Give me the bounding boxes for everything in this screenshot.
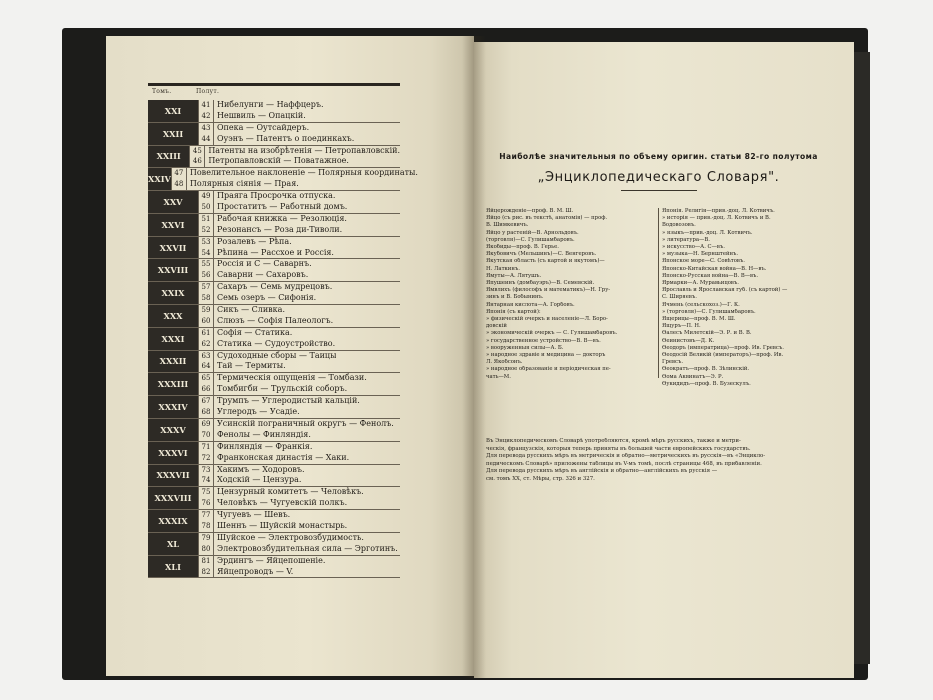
half-volume-number: 81 xyxy=(198,556,214,567)
table-row xyxy=(198,305,400,316)
table-row xyxy=(198,419,400,430)
volume-group xyxy=(148,373,400,396)
table-row xyxy=(198,123,400,134)
entry-range: Опека — Оутсайдеръ. xyxy=(217,122,310,132)
article-entry: Японiя. Религiя—прив.-доц. Л. Котвичъ. xyxy=(662,208,775,214)
volume-group xyxy=(148,168,418,191)
entry-range: Ходскiй — Цензура. xyxy=(217,475,302,485)
volume-group xyxy=(148,396,400,419)
title-rule xyxy=(621,190,697,191)
article-entry: чать—М. xyxy=(486,373,511,380)
article-entry: » искусство—А. С—въ. xyxy=(662,244,725,251)
entry-range: Саварни — Сахаровъ. xyxy=(217,270,309,280)
half-volume-number: 46 xyxy=(189,156,205,167)
half-volume-number: 54 xyxy=(198,248,214,259)
volume-number: XXXV xyxy=(148,419,198,441)
article-entry: Ячмень (сельскохоз.)—Г. К. xyxy=(662,301,740,308)
entry-range: Углеродъ — Усадiе. xyxy=(217,407,300,417)
volume-number: XXXI xyxy=(148,328,198,350)
volume-number: XXV xyxy=(148,191,198,213)
volume-group xyxy=(148,259,400,282)
volume-number: XLI xyxy=(148,556,198,578)
half-volume-number: 75 xyxy=(198,487,214,498)
article-entry: » языкъ—прив.-доц. Л. Котвичъ. xyxy=(662,229,753,236)
volume-group xyxy=(148,282,400,305)
half-volume-number: 48 xyxy=(171,179,187,190)
article-entry: Н. Латкинъ. xyxy=(486,265,520,272)
volume-group xyxy=(148,351,400,374)
table-row xyxy=(198,453,400,464)
entry-range: Фенолы — Финляндiя. xyxy=(217,429,311,439)
volume-number: XXXII xyxy=(148,351,198,373)
article-entry: Ѳеинистовъ—Д. К. xyxy=(662,337,715,344)
article-entry: Ѳеодоръ (императрица)—проф. Ив. Гревсъ. xyxy=(662,344,784,351)
column-divider xyxy=(658,208,659,378)
paragraph-line: Для перевода русскихъ мѣръ въ англiйскiя и обратно—англiйскихъ въ русскiя — xyxy=(486,468,718,475)
article-entry: Ярославль и Ярославская губ. (съ картой) — xyxy=(662,287,788,294)
article-entry: » экономическiй очеркъ — С. Гулишамбаровъ. xyxy=(486,330,618,337)
half-volume-number: 51 xyxy=(198,214,214,225)
article-entry: » исторiя — прив.-доц. Л. Котвичъ и В. xyxy=(662,215,771,222)
volume-number: XXX xyxy=(148,305,198,327)
entry-range: Электровозбудительная сила — Эрготинъ. xyxy=(217,543,398,553)
table-row xyxy=(198,510,400,521)
volume-number: XXXVIII xyxy=(148,487,198,509)
article-entry: Японское море—С. Совѣтовъ. xyxy=(662,258,745,265)
table-row xyxy=(198,100,400,111)
article-entry: Яйцо у растенiй—В. Арнольдовъ. xyxy=(486,229,579,236)
article-entry: довскiй xyxy=(486,323,507,330)
half-volume-number: 41 xyxy=(198,100,214,111)
table-row xyxy=(198,544,400,555)
entry-range: Статика — Судоустройство. xyxy=(217,338,336,348)
volume-group xyxy=(148,556,400,579)
table-row xyxy=(198,465,400,476)
volume-number: XXXIX xyxy=(148,510,198,532)
entry-range: Тай — Термиты. xyxy=(217,361,286,371)
paragraph-line: Въ Энциклопедическомъ Словарѣ употребляются, кромѣ мѣръ русскихъ, также и метри- xyxy=(486,438,741,444)
table-row xyxy=(189,156,400,167)
volume-number: XXXVI xyxy=(148,442,198,464)
half-volume-number: 69 xyxy=(198,419,214,430)
volume-group xyxy=(148,487,400,510)
article-entry: Янтарная кислота—А. Горбовъ. xyxy=(486,301,575,308)
entry-range: Праяга Просрочка отпуска. xyxy=(217,191,336,201)
table-row xyxy=(198,351,400,362)
article-entry: С. Ширяевъ. xyxy=(662,294,697,301)
half-volume-number: 72 xyxy=(198,453,214,464)
paragraph-line: педическомъ Словарѣ» приложены таблицы въ V-мъ томѣ, послѣ страницы 468, въ прибавленiи. xyxy=(486,460,762,467)
half-volume-number: 45 xyxy=(189,146,205,157)
entry-range: Петропавловскiй — Поватажное. xyxy=(208,156,349,166)
half-volume-number: 49 xyxy=(198,191,214,202)
table-row xyxy=(198,442,400,453)
entry-range: Сикъ — Сливка. xyxy=(217,305,285,315)
table-row xyxy=(198,270,400,281)
table-row xyxy=(198,533,400,544)
article-entry: » физическiй очеркъ и населенiе—Л. Боро- xyxy=(486,316,608,323)
paragraph-line: см. томъ XX, ст. Мѣры, стр. 326 и 327. xyxy=(486,475,595,482)
volume-group xyxy=(148,510,400,533)
entry-range: Термическiя ощущенiя — Томбази. xyxy=(217,373,367,383)
volume-index-table xyxy=(148,100,418,578)
article-entry: Япушеинъ (домбауэръ)—В. Семевскiй. xyxy=(486,280,595,287)
half-volume-number: 59 xyxy=(198,305,214,316)
article-entry: Водовозовъ. xyxy=(662,222,696,229)
table-row xyxy=(171,168,418,179)
article-entry: Яйцерожденiе—проф. В. М. Ш. xyxy=(486,208,574,214)
volume-group xyxy=(148,214,400,237)
entry-range: Трумпъ — Углеродистый кальцiй. xyxy=(217,396,360,406)
volume-number: XXIII xyxy=(148,146,189,168)
entry-range: Шуйское — Электровозбудимость. xyxy=(217,532,364,542)
table-row xyxy=(198,384,400,395)
entry-range: Человѣкъ — Чугуевскiй полкъ. xyxy=(217,498,348,508)
half-volume-number: 79 xyxy=(198,533,214,544)
article-entry: » литература—В. xyxy=(662,236,710,243)
entry-range: Россiя и С — Саварнъ. xyxy=(217,259,312,269)
entry-range: Усинскiй пограничный округъ — Фенолъ. xyxy=(217,418,394,428)
table-row xyxy=(198,396,400,407)
article-entry: Ящерицы—проф. В. М. Ш. xyxy=(662,316,736,323)
article-entry: Ѳалесъ Милетскiй—Э. Р. и В. В. xyxy=(662,330,752,337)
table-row xyxy=(198,134,400,145)
article-entry: Л. Якобсонъ. xyxy=(486,359,523,366)
half-volume-number: 64 xyxy=(198,361,214,372)
book-gutter xyxy=(462,36,486,678)
table-row xyxy=(171,179,418,190)
volume-number: XXVI xyxy=(148,214,198,236)
half-volume-number: 52 xyxy=(198,225,214,236)
entry-range: Розалевъ — Рѣпа. xyxy=(217,236,292,246)
articles-column-right xyxy=(662,208,832,388)
table-row xyxy=(198,293,400,304)
half-volume-number: 53 xyxy=(198,237,214,248)
table-row xyxy=(198,430,400,441)
article-entry: Яйцо (съ рис. въ текстѣ, анатомiя) — проф. xyxy=(486,215,608,222)
entry-range: Софiя — Статика. xyxy=(217,327,293,337)
encyclopedia-title: „Энциклопедическаго Словаря". xyxy=(537,170,780,185)
article-entry: » народное здравiе и медицина — докторъ xyxy=(486,352,606,359)
entry-range: Цензурный комитетъ — Человѣкъ. xyxy=(217,487,364,497)
volume-number: XXXIV xyxy=(148,396,198,418)
table-row xyxy=(198,373,400,384)
half-volume-number: 71 xyxy=(198,442,214,453)
half-volume-number: 43 xyxy=(198,123,214,134)
article-entry: » народное образованiе и перiодическая пе- xyxy=(486,366,611,373)
entry-range: Слюзъ — Софiя Палеологъ. xyxy=(217,315,334,325)
entry-range: Рѣпина — Рассхое и Россiя. xyxy=(217,247,334,257)
volume-number: XXIX xyxy=(148,282,198,304)
half-volume-number: 77 xyxy=(198,510,214,521)
volume-group xyxy=(148,305,400,328)
half-volume-number: 82 xyxy=(198,567,214,578)
article-entry: » (торговля)—С. Гулишамбаровъ. xyxy=(662,308,756,315)
volume-group xyxy=(148,191,400,214)
volume-number: XXII xyxy=(148,123,198,145)
entry-range: Эрдингъ — Яйцепошенiе. xyxy=(217,555,326,565)
entry-range: Сахаръ — Семь мудрецовъ. xyxy=(217,282,333,292)
entry-range: Франконская династiя — Хаки. xyxy=(217,452,350,462)
half-volume-number: 47 xyxy=(171,168,187,179)
table-row xyxy=(198,248,400,259)
entry-range: Патенты на изобрѣтенiя — Петропавловскiй. xyxy=(208,145,400,155)
entry-range: Простатитъ — Работный домъ. xyxy=(217,202,348,212)
table-row xyxy=(198,282,400,293)
articles-column-left xyxy=(486,208,656,381)
volume-number: XXXVII xyxy=(148,465,198,487)
volume-number: XXVIII xyxy=(148,259,198,281)
entry-range: Полярныя сiянiя — Прая. xyxy=(189,179,299,189)
entry-range: Хакимъ — Ходоровъ. xyxy=(217,464,305,474)
volume-number: XXI xyxy=(148,100,198,122)
article-entry: Якобиды—проф. В. Герье. xyxy=(486,244,559,251)
half-volume-number: 67 xyxy=(198,396,214,407)
article-entry: Якутская область (съ картой и якутомъ)— xyxy=(486,258,605,265)
article-entry: » вооруженныя силы—А. Б. xyxy=(486,344,564,351)
volume-number: XXXIII xyxy=(148,373,198,395)
entry-range: Семь озеръ — Сифонiя. xyxy=(217,293,317,303)
entry-range: Рабочая книжка — Резолюцiя. xyxy=(217,213,347,223)
entry-range: Нибелунги — Наффцеръ. xyxy=(217,100,324,109)
table-row xyxy=(198,361,400,372)
table-row xyxy=(198,111,400,122)
table-row xyxy=(198,259,400,270)
entry-range: Нешвиль — Опацкiй. xyxy=(217,110,306,120)
table-row xyxy=(198,521,400,532)
half-volume-number: 80 xyxy=(198,544,214,555)
half-volume-number: 62 xyxy=(198,339,214,350)
entry-range: Повелительное наклоненiе — Полярныя координаты. xyxy=(189,168,418,178)
half-volume-number: 61 xyxy=(198,328,214,339)
table-row xyxy=(198,567,400,578)
table-row xyxy=(198,202,400,213)
table-row xyxy=(198,191,400,202)
half-volume-number: 63 xyxy=(198,351,214,362)
article-entry: Ямвлихъ (философъ и математикъ)—Н. Гру- xyxy=(486,287,611,294)
half-volume-number: 57 xyxy=(198,282,214,293)
table-top-rule xyxy=(148,83,400,86)
table-row xyxy=(198,407,400,418)
article-entry: » музыка—Н. Бернштейнъ. xyxy=(662,251,739,258)
article-entry: Ѳеодосiй Великiй (императоръ)—проф. Ив. xyxy=(662,352,784,359)
article-entry: Ѳеократъ—проф. В. Зѣлинскiй. xyxy=(662,366,750,373)
volume-group xyxy=(148,146,400,169)
volume-number: XXIV xyxy=(148,168,171,190)
table-row xyxy=(198,328,400,339)
half-volume-number: 78 xyxy=(198,521,214,532)
volume-group xyxy=(148,123,400,146)
half-volume-number: 44 xyxy=(198,134,214,145)
half-volume-number: 66 xyxy=(198,384,214,395)
article-entry: Ямуты—А. Лятушъ. xyxy=(486,272,542,279)
volume-number: XL xyxy=(148,533,198,555)
entry-range: Финляндiя — Франкiя. xyxy=(217,441,313,451)
table-row xyxy=(198,487,400,498)
article-entry: Ящуръ—П. Н. xyxy=(662,323,701,330)
table-row xyxy=(198,556,400,567)
table-row xyxy=(189,146,400,157)
article-entry: Ярмарки—А. Муравьицовъ. xyxy=(662,280,739,287)
measures-note-paragraph xyxy=(486,438,832,484)
column-header-volume: Томъ. xyxy=(152,88,172,95)
half-volume-number: 76 xyxy=(198,498,214,509)
entry-range: Резонансъ — Роза ди-Тиволи. xyxy=(217,224,343,234)
volume-group xyxy=(148,328,400,351)
half-volume-number: 73 xyxy=(198,465,214,476)
volume-group xyxy=(148,100,400,123)
volume-group xyxy=(148,237,400,260)
table-row xyxy=(198,316,400,327)
volume-group xyxy=(148,533,400,556)
entry-range: Шеннъ — Шуйскiй монастырь. xyxy=(217,520,348,530)
article-entry: Японско-Китайская война—В. Н—въ. xyxy=(662,265,767,272)
table-row xyxy=(198,214,400,225)
entry-range: Оуэнъ — Патентъ о поединкахъ. xyxy=(217,133,355,143)
article-entry: В. Шимкевичъ. xyxy=(486,222,529,229)
table-row xyxy=(198,475,400,486)
article-entry: Ѳома Аквинатъ—Э. Р. xyxy=(662,373,724,380)
article-entry: зинъ и В. Бобынинъ. xyxy=(486,294,544,301)
entry-range: Томбигби — Трульскiй соборъ. xyxy=(217,384,348,394)
half-volume-number: 55 xyxy=(198,259,214,270)
volume-group xyxy=(148,465,400,488)
entry-range: Яйцепроводъ — V. xyxy=(217,566,294,576)
half-volume-number: 42 xyxy=(198,111,214,122)
half-volume-number: 74 xyxy=(198,475,214,486)
half-volume-number: 58 xyxy=(198,293,214,304)
article-entry: Японско-Русская война—В. В—въ. xyxy=(662,272,759,279)
article-entry: Гревсъ. xyxy=(662,359,684,366)
volume-group xyxy=(148,442,400,465)
half-volume-number: 60 xyxy=(198,316,214,327)
half-volume-number: 50 xyxy=(198,202,214,213)
volume-number: XXVII xyxy=(148,237,198,259)
half-volume-number: 65 xyxy=(198,373,214,384)
article-entry: Ѳукидидъ—проф. В. Бузескулъ. xyxy=(662,380,751,387)
paragraph-line: ческiя, французскiя, которыя теперь приняты въ большей части европейскихъ государствъ. xyxy=(486,445,751,452)
articles-heading: Наиболѣе значительныя по объему оригин. статьи 82-го полутома xyxy=(499,152,818,161)
paragraph-line: Для перевода русскихъ мѣръ въ метрическiя и обратно—метрическихъ въ русскiя—въ «Энцикло- xyxy=(486,453,766,460)
table-row xyxy=(198,237,400,248)
table-row xyxy=(198,339,400,350)
entry-range: Чугуевъ — Шевъ. xyxy=(217,510,291,520)
article-entry: » государственное устройство—В. В—въ. xyxy=(486,337,601,344)
half-volume-number: 68 xyxy=(198,407,214,418)
half-volume-number: 70 xyxy=(198,430,214,441)
volume-group xyxy=(148,419,400,442)
half-volume-number: 56 xyxy=(198,270,214,281)
article-entry: Якубовичъ (Мельшинъ)—С. Венгеровъ. xyxy=(486,251,597,258)
table-row xyxy=(198,498,400,509)
article-entry: Японiя (съ картой): xyxy=(486,308,541,315)
column-header-half: Полут. xyxy=(196,88,220,95)
entry-range: Судоходные сборы — Таицы xyxy=(217,350,337,360)
article-entry: (торговля)—С. Гулишамбаровъ. xyxy=(486,236,575,243)
table-row xyxy=(198,225,400,236)
